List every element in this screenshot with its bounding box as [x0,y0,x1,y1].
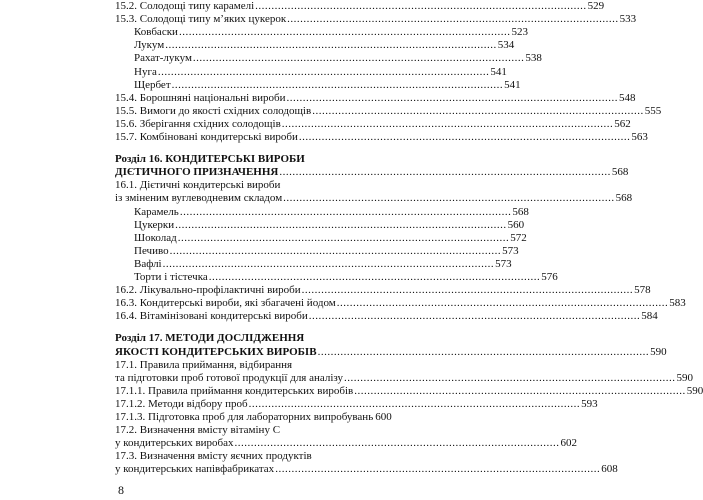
toc-entry-17-2-title: 17.2. Визначення вмісту вітаміну С [115,424,281,437]
toc-entry-15-6: 15.6. Зберігання східних солодощів ...................................................................................................... 562 [115,117,631,130]
toc-entry-title: 15.2. Солодощі типу карамелі [115,0,255,12]
toc-entry-title: 16.4. Вітамінізовані кондитерські вироби [115,310,308,323]
toc-entry-title: та підготовки проб готової продукції для аналізу [115,371,344,384]
toc-entry-15-3: 15.3. Солодощі типу м’яких цукерок ...................................................................................................... 533 [115,13,637,26]
toc-entry-page: 573 [495,257,512,270]
toc-entry-karamel: Карамель ...................................................................................................... 568 [134,205,529,218]
toc-entry-title: із зміненим вуглеводневим складом [115,192,283,205]
toc-entry-rakhat-lukum: Рахат-лукум ...................................................................................................... 538 [134,52,542,65]
toc-entry-page: 555 [644,104,662,117]
toc-entry-title: у кондитерських виробах [115,437,234,450]
chapter-16-heading: Розділ 16. КОНДИТЕРСЬКІ ВИРОБИ [115,153,305,166]
toc-entry-page: 541 [490,65,507,78]
toc-entry-17-1-1: 17.1.1. Правила приймання кондитерських виробів ...................................................................................................... 590 [115,384,703,397]
toc-entry-title: Цукерки [134,218,175,231]
toc-entry-title: 17.1.2. Методи відбору проб [115,397,248,410]
toc-entry-16-1: із зміненим вуглеводневим складом ...................................................................................................... 568 [115,192,633,205]
toc-entry-title: у кондитерських напівфабрикатах [115,463,275,476]
toc-entry-torty: Торти і тістечка ...................................................................................................... 576 [134,271,558,283]
toc-entry-title: 15.5. Вимоги до якості східних солодощів [115,104,312,117]
toc-entry-page: 590 [676,371,694,384]
toc-entry-title: 17.1.3. Підготовка проб для лабораторних випробувань [115,411,374,423]
toc-entry-page: 523 [511,26,528,39]
chapter-16-heading-cont: ДІЄТИЧНОГО ПРИЗНАЧЕННЯ ...................................................................................................... 568 [115,166,629,179]
toc-entry-17-3-title: 17.3. Визначення вмісту яєчних продуктів [115,450,312,463]
toc-entry-lukum: Лукум ...................................................................................................... 534 [134,39,515,52]
toc-entry-page: 576 [541,271,558,283]
toc-entry-page: 583 [669,297,686,310]
toc-entry-page: 573 [502,244,519,257]
toc-entry-17-2: у кондитерських виробах .................................................................................................... 602 [115,437,578,450]
toc-entry-title: Рахат-лукум [134,52,192,65]
toc-entry-page: 590 [650,345,667,358]
toc-entry-pechyvo: Печиво ...................................................................................................... 573 [134,244,519,257]
toc-entry-page: 534 [497,39,515,52]
toc-entry-page: 563 [631,131,648,143]
toc-entry-page: 608 [601,463,618,476]
toc-entry-15-7: 15.7. Комбіновані кондитерські вироби ...................................................................................................... 563 [115,131,648,143]
toc-entry-15-5: 15.5. Вимоги до якості східних солодощів ...................................................................................................... 555 [115,104,662,117]
toc-entry-title: 15.4. Борошняні національні вироби [115,91,286,104]
toc-entry-17-1-3 [115,411,392,424]
toc-entry-page: 578 [634,284,651,297]
toc-entry-title: 16.2. Лікувально-профілактичні вироби [115,284,301,297]
toc-entry-17-3: у кондитерських напівфабрикатах .................................................................................................... 608 [115,463,618,476]
toc-entry-page: 538 [525,52,542,65]
toc-entry-16-1-title: 16.1. Дієтичні кондитерські вироби [115,179,281,192]
toc-entry-page: 562 [614,117,631,130]
toc-entry-vafli: Вафлі ...................................................................................................... 573 [134,257,512,270]
toc-entry-title: ЯКОСТІ КОНДИТЕРСЬКИХ ВИРОБІВ [115,345,317,358]
toc-entry-title: Карамель [134,205,179,218]
toc-entry-title: Печиво [134,244,169,257]
toc-entry-page: 533 [619,13,637,26]
toc-entry-title: Лукум [134,39,165,52]
toc-entry-title: Вафлі [134,257,162,270]
toc-entry-page: 572 [510,231,527,244]
toc-entry-17-1-title: 17.1. Правила приймання, відбирання [115,358,293,371]
toc-entry-page: 560 [507,218,525,231]
toc-entry-nuga: Нуга ...................................................................................................... 541 [134,65,507,78]
toc-entry-16-2: 16.2. Лікувально-профілактичні вироби ...................................................................................................... 578 [115,284,651,297]
toc-entry-page: 584 [641,310,658,323]
toc-entry-16-4: 16.4. Вітамінізовані кондитерські вироби ...................................................................................................... 584 [115,310,658,323]
toc-entry-17-1-2: 17.1.2. Методи відбору проб ...................................................................................................... 593 [115,397,598,410]
toc-entry-16-3: 16.3. Кондитерські вироби, які збагачені йодом ...................................................................................................... 583 [115,297,686,310]
toc-entry-page: 529 [587,0,605,12]
toc-entry-title: ДІЄТИЧНОГО ПРИЗНАЧЕННЯ [115,166,279,179]
toc-entry-title: 15.6. Зберігання східних солодощів [115,117,281,130]
toc-entry-15-2: 15.2. Солодощі типу карамелі ...................................................................................................... 529 [115,0,605,12]
toc-entry-title: 15.7. Комбіновані кондитерські вироби [115,131,298,143]
page-number: 8 [118,482,124,497]
toc-entry-15-4: 15.4. Борошняні національні вироби ...................................................................................................... 548 [115,91,636,104]
toc-entry-title: 16.3. Кондитерські вироби, які збагачені йодом [115,297,336,310]
toc-entry-tsukerky: Цукерки ...................................................................................................... 560 [134,218,525,231]
toc-entry-page: 568 [611,166,629,179]
toc-entry-page: 541 [504,78,521,91]
toc-entry-17-1: та підготовки проб готової продукції для аналізу ...................................................................................................... 590 [115,371,694,384]
toc-entry-page: 568 [512,205,529,218]
toc-entry-kovbasky: Ковбаски ...................................................................................................... 523 [134,26,528,39]
toc-entry-page: 593 [581,397,598,410]
toc-entry-title: 15.3. Солодощі типу м’яких цукерок [115,13,287,26]
toc-entry-title: Ковбаски [134,26,178,39]
toc-entry-shcherbet: Щербет ...................................................................................................... 541 [134,78,521,91]
toc-entry-page: 590 [686,384,703,397]
chapter-17-heading: Розділ 17. МЕТОДИ ДОСЛІДЖЕННЯ [115,332,305,345]
toc-entry-page: 600 [375,411,392,423]
toc-entry-page: 548 [619,91,636,104]
chapter-17-heading-cont: ЯКОСТІ КОНДИТЕРСЬКИХ ВИРОБІВ ...................................................................................................... 590 [115,345,667,358]
toc-entry-page: 568 [615,192,633,205]
toc-entry-title: Торти і тістечка [134,271,208,283]
toc-entry-page: 602 [560,437,578,450]
toc-entry-title: Нуга [134,65,157,78]
toc-entry-title: Шоколад [134,231,177,244]
toc-entry-shokolad: Шоколад ...................................................................................................... 572 [134,231,527,244]
toc-entry-title: 17.1.1. Правила приймання кондитерських виробів [115,384,354,397]
toc-entry-title: Щербет [134,78,171,91]
